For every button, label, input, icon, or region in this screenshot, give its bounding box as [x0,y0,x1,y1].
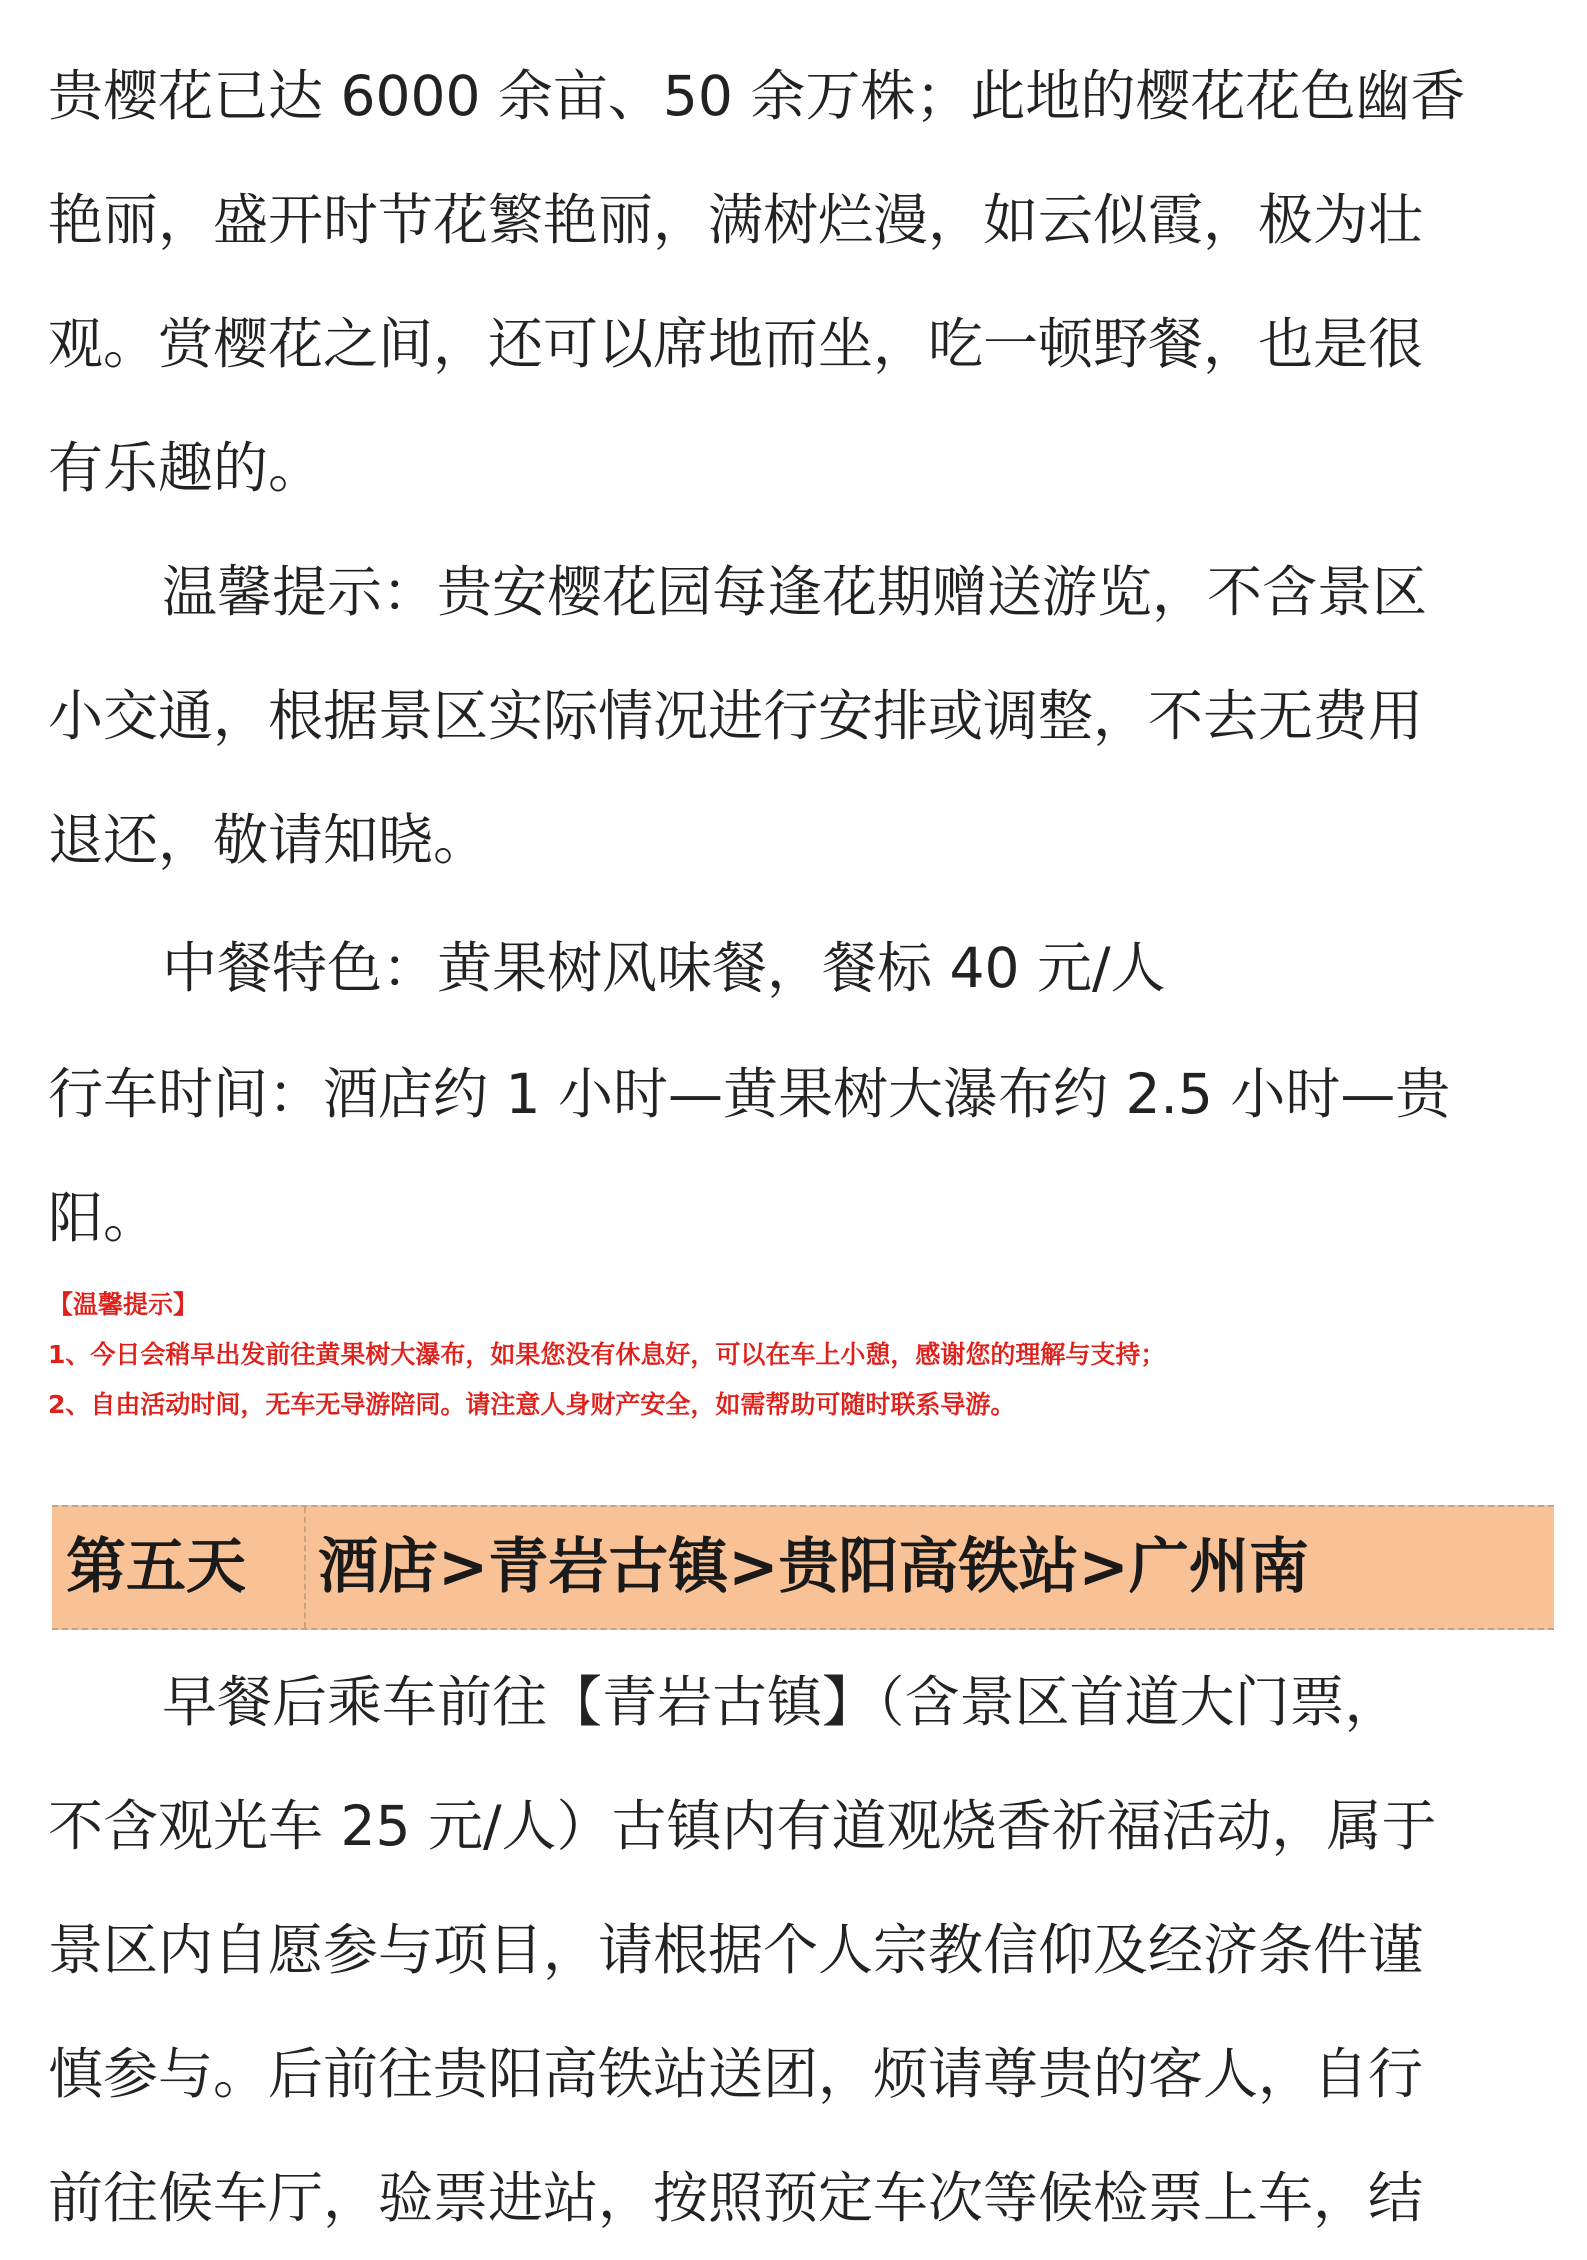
notice-block [48,1280,1528,1430]
text-line: 温馨提示：贵安樱花园每逢花期赠送游览，不含景区 [162,560,1428,624]
text-line: 观。赏樱花之间，还可以席地而坐，吃一顿野餐，也是很 [48,312,1424,376]
notice-title: 【温馨提示】 [48,1290,199,1319]
paragraph-sakura [48,34,1548,530]
day-label: 第五天 [66,1532,246,1602]
text-line: 前往候车厅，验票进站，按照预定车次等候检票上车，结 [48,2166,1424,2230]
notice-item: 1、今日会稍早出发前往黄果树大瀑布，如果您没有休息好，可以在车上小憩，感谢您的理解与支持； [48,1340,1166,1369]
text-line: 退还，敬请知晓。 [48,808,489,872]
day-header-divider [304,1507,306,1628]
text-line: 阳。 [48,1186,159,1250]
text-line: 艳丽，盛开时节花繁艳丽，满树烂漫，如云似霞，极为壮 [48,188,1424,252]
text-line: 景区内自愿参与项目，请根据个人宗教信仰及经济条件谨 [48,1918,1424,1982]
paragraph-lunch [48,906,1548,1030]
text-line: 小交通，根据景区实际情况进行安排或调整，不去无费用 [48,684,1424,748]
paragraph-warm-tips [48,530,1548,902]
text-line: 有乐趣的。 [48,436,324,500]
text-line: 不含观光车 25 元/人）古镇内有道观烧香祈福活动，属于 [48,1794,1437,1858]
day-header-bar [52,1505,1554,1630]
paragraph-driving-time [48,1032,1548,1280]
text-line: 贵樱花已达 6000 余亩、50 余万株；此地的樱花花色幽香 [48,64,1466,128]
text-line: 慎参与。后前往贵阳高铁站送团，烦请尊贵的客人，自行 [48,2042,1424,2106]
text-line: 中餐特色：黄果树风味餐，餐标 40 元/人 [162,936,1166,1000]
notice-item: 2、自由活动时间，无车无导游陪同。请注意人身财产安全，如需帮助可随时联系导游。 [48,1390,1016,1419]
day-route: 酒店>青岩古镇>贵阳高铁站>广州南 [318,1532,1309,1602]
paragraph-day5 [48,1640,1548,2260]
text-line: 早餐后乘车前往【青岩古镇】（含景区首道大门票， [162,1670,1400,1734]
text-line: 行车时间：酒店约 1 小时—黄果树大瀑布约 2.5 小时—贵 [48,1062,1451,1126]
